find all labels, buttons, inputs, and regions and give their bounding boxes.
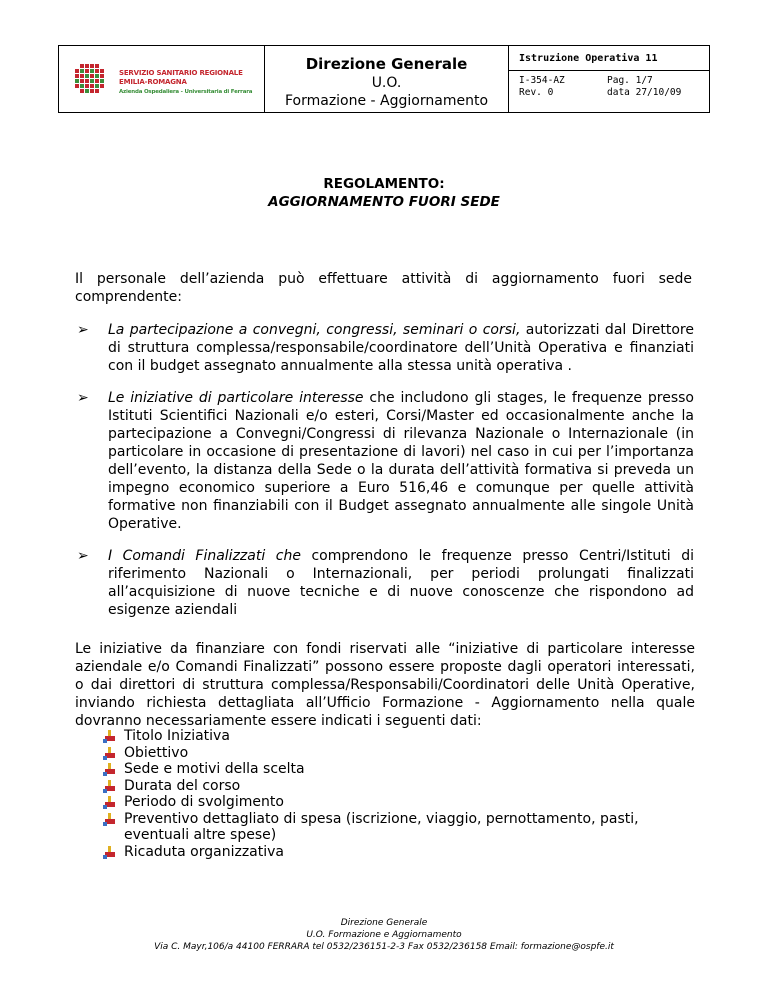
bullet-lead: Le iniziative di particolare interesse [108, 390, 364, 406]
footer-line-2: U.O. Formazione e Aggiornamento [306, 930, 462, 940]
header-uo: U.O. [371, 75, 402, 91]
list-item-text: Sede e motivi della scelta [124, 761, 305, 777]
pointing-hand-icon [103, 813, 117, 826]
list-item-text: Obiettivo [124, 744, 189, 761]
intro-paragraph: Il personale dell’azienda può effettuare attività di aggiornamento fuori sede comprendente: [75, 271, 692, 305]
istruzione-label: Istruzione Operativa 11 [519, 53, 658, 64]
logo-line-2: EMILIA-ROMAGNA [119, 78, 187, 86]
pointing-hand-icon [103, 763, 117, 776]
logo-line-3: Azienda Ospedaliera - Universitaria di Ferrara [119, 89, 253, 95]
document-subtitle: AGGIORNAMENTO FUORI SEDE [268, 194, 500, 210]
final-paragraph: Le iniziative da finanziare con fondi riservati alle “iniziative di particolare interesse aziendale e/o Comandi Finalizzati” possono essere proposte dagli operatori interessati, o dai direttori di struttura complessa/Responsabili/Coordinatori delle Unità Operative, inviando richiesta dettagliata all’Ufficio Formazione - Aggiornamento nella quale dovranno necessariamente essere indicati i seguenti dati: [75, 641, 695, 729]
bullet-item-1 [108, 321, 694, 375]
bullet-item-2 [108, 389, 694, 533]
document-code: I-354-AZ [519, 75, 565, 86]
list-item [103, 844, 703, 861]
pointing-hand-icon [103, 846, 117, 859]
bullet-item-3 [108, 547, 694, 619]
document-title: REGOLAMENTO: [323, 176, 445, 192]
organization-logo-icon [75, 64, 105, 96]
header-logo-cell [59, 46, 265, 112]
document-revision: Rev. 0 [519, 87, 554, 98]
list-item [103, 811, 703, 844]
pointing-hand-icon [103, 730, 117, 743]
bullet-lead: La partecipazione a convegni, congressi, seminari o corsi, [108, 322, 521, 338]
header-title-cell [265, 46, 509, 112]
header-title: Direzione Generale [305, 55, 468, 73]
list-item [103, 761, 703, 778]
header-meta-cell [509, 46, 709, 112]
list-item-text: Preventivo dettagliato di spesa (iscrizione, viaggio, pernottamento, pasti, eventuali altre spese) [124, 810, 639, 843]
pointing-hand-icon [103, 780, 117, 793]
header-divider [509, 70, 709, 71]
document-header [58, 45, 710, 113]
pointing-hand-icon [103, 796, 117, 809]
footer-address: Via C. Mayr,106/a 44100 FERRARA tel 0532/236151-2-3 Fax 0532/236158 Email: formazione@ospfe.it [154, 942, 614, 952]
bullet-text: che includono gli stages, le frequenze presso Istituti Scientifici Nazionali e/o esteri, Corsi/Master ed occasionalmente anche la partecipazione a Convegni/Congressi di rilevanza Nazionale o Internazionale (in particolare in occasione di presentazione di lavori) nel caso in cui per l’importanza dell’evento, la distanza della Sede o la durata dell’attività formativa si preveda un impegno economico superiore a Euro 516,46 e comunque per quelle attività formative non finanziabili con il Budget assegnato annualmente alle singole Unità Operative. [108, 390, 694, 532]
list-item [103, 728, 703, 745]
logo-text [119, 69, 252, 97]
logo-line-1: SERVIZIO SANITARIO REGIONALE [119, 69, 243, 77]
required-data-list [103, 728, 703, 860]
pointing-hand-icon [103, 747, 117, 760]
footer-line-1: Direzione Generale [340, 918, 428, 928]
bullet-lead: I Comandi Finalizzati che [108, 548, 301, 564]
page-number: Pag. 1/7 [607, 75, 653, 86]
arrowhead-icon: ➢ [77, 548, 89, 564]
list-item [103, 794, 703, 811]
list-item-text: Titolo Iniziativa [124, 728, 230, 744]
bullet-text: autorizzati dal Direttore di struttura complessa/responsabile/coordinatore dell’Unità Operativa e finanziati con il budget assegnato annualmente alla stessa unità operativa . [108, 322, 694, 374]
arrowhead-icon: ➢ [77, 390, 89, 406]
list-item-text: Durata del corso [124, 777, 241, 794]
list-item [103, 778, 703, 795]
list-item [103, 745, 703, 762]
list-item-text: Periodo di svolgimento [124, 794, 284, 810]
document-date: data 27/10/09 [607, 87, 682, 98]
header-subtitle: Formazione - Aggiornamento [284, 93, 489, 109]
bullet-text: comprendono le frequenze presso Centri/Istituti di riferimento Nazionali o Internazionali, per periodi prolungati finalizzati all’acquisizione di nuove tecniche e di nuove conoscenze che rispondono ad esigenze aziendali [108, 548, 694, 618]
list-item-text: Ricaduta organizzativa [124, 843, 284, 860]
arrowhead-icon: ➢ [77, 322, 89, 338]
